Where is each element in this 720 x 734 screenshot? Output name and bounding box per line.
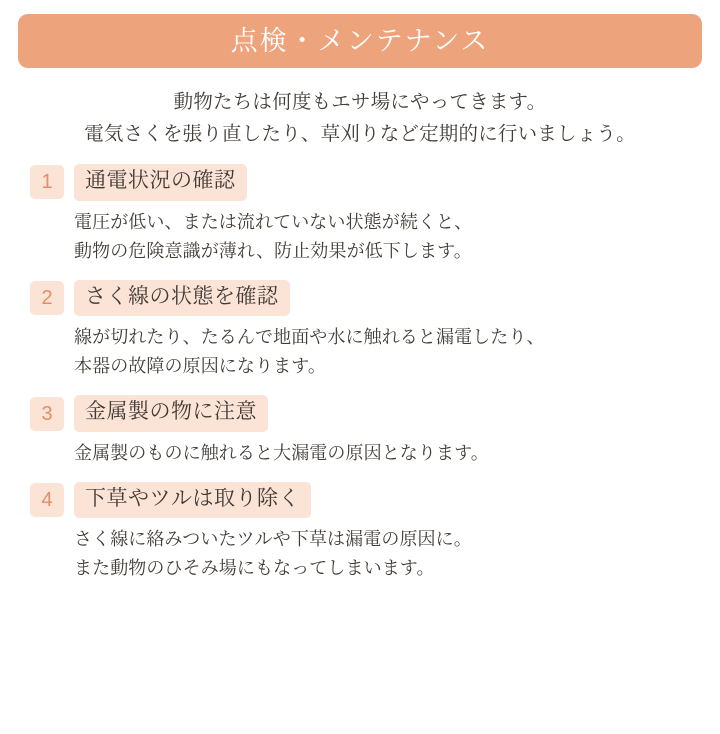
step-body-line: また動物のひそみ場にもなってしまいます。: [74, 558, 435, 579]
list-item: [30, 164, 692, 266]
step-header: [30, 395, 692, 431]
step-body: [74, 439, 692, 468]
step-number-badge: 3: [30, 397, 64, 431]
step-body: [74, 323, 692, 381]
step-body-line: 動物の危険意識が薄れ、防止効果が低下します。: [74, 240, 472, 261]
step-title: 通電状況の確認: [74, 164, 247, 200]
step-header: [30, 482, 692, 518]
intro-paragraph: [0, 86, 720, 150]
intro-line-1: 動物たちは何度もエサ場にやってきます。: [173, 91, 547, 113]
maintenance-infographic: [0, 14, 720, 734]
list-item: [30, 395, 692, 467]
list-item: [30, 280, 692, 382]
intro-line-2: 電気さくを張り直したり、草刈りなど定期的に行いましょう。: [84, 123, 636, 146]
step-body-line: 線が切れたり、たるんで地面や水に触れると漏電したり、: [74, 327, 545, 348]
step-body-line: さく線に絡みついたツルや下草は漏電の原因に。: [74, 529, 472, 550]
step-number-badge: 1: [30, 165, 64, 199]
step-header: [30, 280, 692, 316]
step-number-badge: 4: [30, 483, 64, 517]
step-body: [74, 208, 692, 266]
step-title: 下草やツルは取り除く: [74, 482, 311, 518]
header-banner: [18, 14, 702, 68]
step-body-line: 電圧が低い、または流れていない状態が続くと、: [74, 211, 473, 232]
step-list: [0, 164, 720, 583]
step-header: [30, 164, 692, 200]
step-title: 金属製の物に注意: [74, 395, 268, 431]
step-body-line: 本器の故障の原因になります。: [74, 356, 326, 377]
step-title: さく線の状態を確認: [74, 280, 290, 316]
step-number-badge: 2: [30, 281, 64, 315]
page-title: 点検・メンテナンス: [230, 25, 490, 56]
list-item: [30, 482, 692, 584]
step-body-line: 金属製のものに触れると大漏電の原因となります。: [74, 442, 489, 463]
step-body: [74, 525, 692, 583]
